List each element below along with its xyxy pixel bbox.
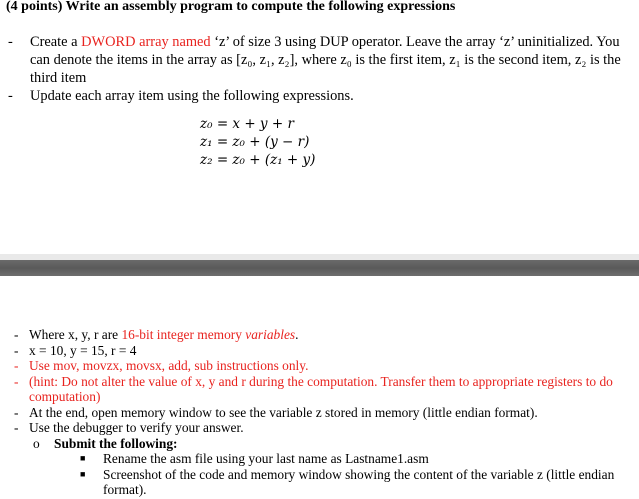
- bullet-hint: - (hint: Do not alter the value of x, y and r during the computation. Transfer them to appropriate registers to do computation): [14, 373, 613, 404]
- submit-heading: o Submit the following:: [33, 435, 178, 451]
- equation-z0: z₀ = x + y + r: [200, 116, 294, 132]
- square-bullet-icon: ■: [80, 468, 86, 479]
- bullet-variables: - Where x, y, r are 16-bit integer memory variables.: [14, 327, 299, 342]
- dash-bullet: -: [8, 34, 13, 50]
- bullet-memory-window: - At the end, open memory window to see the variable z stored in memory (little endian format).: [14, 404, 538, 420]
- equation-z2: z₂ = z₀ + (z₁ + y): [200, 152, 316, 168]
- square-bullet-icon: ■: [80, 453, 86, 463]
- submit-item-rename: ■ Rename the asm file using your last name as Lastname1.asm: [80, 451, 429, 466]
- bullet-allowed-instructions: - Use mov, movzx, movsx, add, sub instructions only.: [14, 358, 309, 373]
- submit-item-screenshot: ■ Screenshot of the code and memory window showing the content of the variable z (little endian format).: [80, 466, 615, 497]
- section-divider: [0, 260, 639, 276]
- bullet-debugger: - Use the debugger to verify your answer.: [14, 420, 244, 435]
- red-highlight: DWORD array named: [81, 34, 211, 50]
- bullet-values: - x = 10, y = 15, r = 4: [14, 342, 137, 358]
- bullet-create-array: - Create a DWORD array named ‘z’ of size 3 using DUP operator. Leave the array ‘z’ uninitialized. You can denote the items in the array as [z₀, z₁, z₂], where z₀ is the first item, z₁ is the second item, z₂ is the third item: [8, 34, 621, 86]
- instructions-part1: [8, 33, 633, 105]
- equation-z1: z₁ = z₀ + (y − r): [200, 134, 310, 150]
- bullet-update-items: - Update each array item using the following expressions.: [8, 88, 354, 104]
- dash-bullet: -: [8, 88, 13, 104]
- question-title: (4 points) Write an assembly program to compute the following expressions: [6, 0, 456, 14]
- circle-bullet-icon: o: [33, 435, 40, 451]
- instructions-part2: [14, 327, 630, 498]
